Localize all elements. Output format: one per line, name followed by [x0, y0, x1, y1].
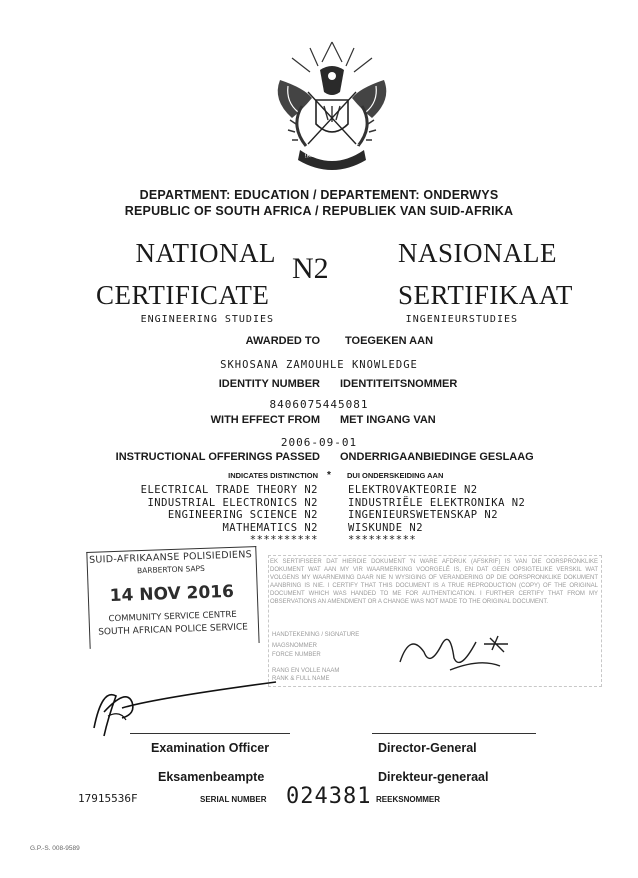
dg-signature-line — [372, 733, 536, 734]
offerings-label-en: INSTRUCTIONAL OFFERINGS PASSED — [115, 451, 320, 463]
serial-number: 024381 — [286, 784, 372, 809]
offerings-label-af: ONDERRIGAANBIEDINGE GESLAAG — [340, 451, 534, 463]
cert-field-rank: RANG EN VOLLE NAAM — [272, 668, 340, 674]
department-line-2: REPUBLIC OF SOUTH AFRICA / REPUBLIEK VAN SUID-AFRIKA — [124, 204, 514, 218]
subtitle-engineering-studies: ENGINEERING STUDIES — [140, 314, 274, 325]
serial-label-en: SERIAL NUMBER — [200, 795, 267, 804]
serial-label-af: REEKSNOMMER — [376, 795, 441, 804]
stamp-line-2: BARBERTON SAPS — [136, 563, 206, 576]
officer-signature-line — [130, 733, 290, 734]
cert-field-rank-2: RANK & FULL NAME — [272, 676, 330, 682]
subtitle-ingenieurstudies: INGENIEURSTUDIES — [405, 314, 518, 325]
examination-officer-title: Examination Officer — [151, 741, 270, 755]
subject-en: ELECTRICAL TRADE THEORY N2 — [140, 484, 318, 496]
end-marker-af: ********** — [348, 534, 417, 546]
distinction-symbol: * — [327, 470, 331, 481]
subject-af: WISKUNDE N2 — [348, 521, 424, 534]
identity-number: 8406075445081 — [269, 398, 369, 411]
subject-en: INDUSTRIAL ELECTRONICS N2 — [147, 496, 318, 509]
police-stamp — [84, 546, 259, 652]
eksamenbeampte-title: Eksamenbeampte — [158, 770, 265, 784]
subjects-af — [348, 484, 578, 547]
cert-field-number: MAGSNOMMER — [272, 643, 317, 649]
cert-field-force: FORCE NUMBER — [272, 652, 321, 658]
stamp-line-4: SOUTH AFRICAN POLICE SERVICE — [98, 622, 249, 638]
title-sertifikaat: SERTIFIKAAT — [398, 280, 573, 310]
coat-of-arms-motto: !KE E: /XARRA //KE — [303, 143, 361, 161]
title-level: N2 — [292, 252, 329, 285]
footer-code: G.P.-S. 008-9589 — [30, 845, 80, 852]
end-marker-en: ********** — [249, 534, 318, 546]
title-nasionale: NASIONALE — [398, 238, 557, 268]
coat-of-arms-icon — [262, 40, 402, 178]
subject-en: ENGINEERING SCIENCE N2 — [167, 509, 318, 521]
awarded-label-af: TOEGEKEN AAN — [345, 335, 434, 347]
stamp-line-3: COMMUNITY SERVICE CENTRE — [108, 609, 237, 625]
direkteur-generaal-title: Direkteur-generaal — [378, 770, 489, 784]
identity-label-af: IDENTITEITSNOMMER — [340, 378, 458, 390]
distinction-label-en: INDICATES DISTINCTION — [228, 471, 318, 480]
title-national: NATIONAL — [135, 238, 276, 268]
director-general-title: Director-General — [378, 741, 477, 755]
cert-field-signature: HANDTEKENING / SIGNATURE — [272, 632, 360, 638]
subject-en: MATHEMATICS N2 — [222, 521, 318, 534]
subject-af: INGENIEURSWETENSKAP N2 — [348, 509, 499, 521]
left-code: 17915536F — [78, 792, 138, 805]
certification-text: EK SERTIFISEER DAT HIERDIE DOKUMENT 'N WARE AFDRUK (AFSKRIF) IS VAN DIE OORSPRONKLIKE DOKUMENT WAT AAN MY VIR WAARMERKING VOORGELÊ IS, EN DAT GEEN OPSIGTELIKE VERSKIL WAT VOLGENS MY WAARNEMING DAAR NIE N WYSIGING OF VERANDERING OP DIE OORSPRONKLIKE DOKUMENT AANBRING IS NIE. I CERTIFY THAT THIS DOCUMENT IS A TRUE REPRODUCTION (COPY) OF THE ORIGINAL DOCUMENT WHICH WAS HANDED TO ME FOR AUTHENTICATION. I FURTHER CERTIFY THAT FROM MY OBSERVATIONS AN AMENDMENT OR A CHANGE WAS NOT MADE TO THE ORIGINAL DOCUMENT. — [270, 559, 598, 605]
subject-af: INDUSTRIËLE ELEKTRONIKA N2 — [348, 496, 526, 509]
awarded-label-en: AWARDED TO — [245, 335, 320, 347]
subject-af: ELEKTROVAKTEORIE N2 — [348, 484, 478, 496]
distinction-label-af: DUI ONDERSKEIDING AAN — [347, 471, 444, 480]
subjects-en — [60, 484, 318, 547]
department-line-1: DEPARTMENT: EDUCATION / DEPARTEMENT: ONDERWYS — [139, 188, 499, 202]
effect-label-af: MET INGANG VAN — [340, 414, 436, 426]
effect-date: 2006-09-01 — [280, 436, 358, 449]
recipient-name: SKHOSANA ZAMOUHLE KNOWLEDGE — [220, 359, 418, 371]
stamp-line-1: SUID-AFRIKAANSE POLISIEDIENS — [88, 549, 253, 566]
effect-label-en: WITH EFFECT FROM — [210, 414, 320, 426]
stamp-date: 14 NOV 2016 — [109, 581, 235, 607]
examination-officer-signature-icon — [86, 668, 286, 746]
certifier-signature-icon — [380, 622, 540, 682]
identity-label-en: IDENTITY NUMBER — [218, 378, 320, 390]
title-certificate: CERTIFICATE — [96, 280, 270, 310]
